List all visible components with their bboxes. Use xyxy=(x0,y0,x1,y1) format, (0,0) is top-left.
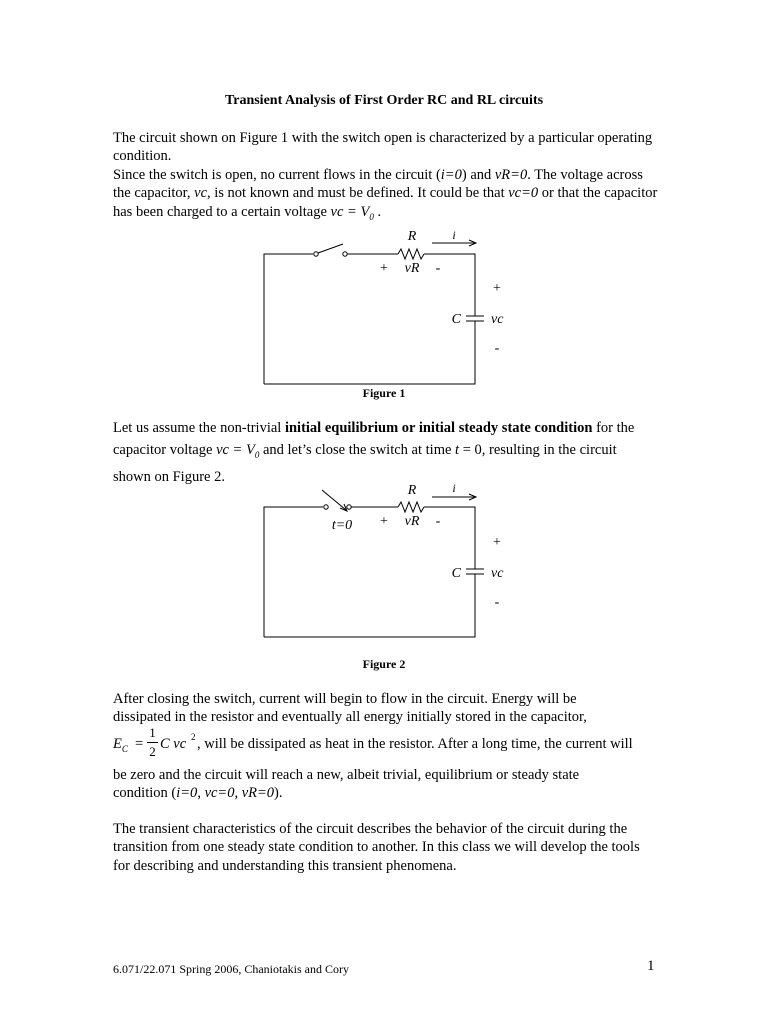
fig1-vc-minus: - xyxy=(494,341,500,356)
fig2-vc-plus: + xyxy=(493,535,501,550)
fraction-bar xyxy=(147,742,158,743)
paragraph-energy-line-1: After closing the switch, current will begin to flow in the circuit. Energy will be xyxy=(113,691,577,707)
fig2-resistor-label: R xyxy=(407,483,417,498)
fig2-capacitor-label: C xyxy=(451,566,461,581)
fig1-vr-label: vR xyxy=(404,261,420,276)
fig1-resistor-label: R xyxy=(407,229,417,244)
fig2-vc-minus: - xyxy=(494,595,500,610)
figure-2-circuit xyxy=(0,475,768,645)
fraction-numerator: 1 xyxy=(149,725,156,740)
paragraph-energy-line-5: condition (i=0, vc=0, vR=0). xyxy=(113,785,283,801)
figure-2-caption: Figure 2 xyxy=(362,657,406,671)
paragraph-initial-condition: Let us assume the non-trivial initial equilibrium or initial steady state condition for the capacitor voltage vc = $V_0$ and let’s close the switch at time t = 0, resulting in the circuit shown on Figure 2. xyxy=(113,420,635,485)
fig1-capacitor-label: C xyxy=(451,312,461,327)
paragraph-transient-description: The transient characteristics of the circuit describes the behavior of the circuit during the transition from one steady state condition to another. In this class we will develop the tools for describing and understanding this transient phenomena. xyxy=(113,821,640,874)
fig2-vr-plus: + xyxy=(380,514,388,529)
equation-vc-v0-2: vc = $V_0$ xyxy=(216,442,260,460)
intro-sentence-1: The circuit shown on Figure 1 with the switch open is characterized by a particular operating condition. xyxy=(113,130,653,165)
fig2-switch-time-label: t=0 xyxy=(331,518,353,533)
fig1-vr-plus: + xyxy=(380,261,388,276)
page-number: 1 xyxy=(647,958,655,974)
square-exponent: 2 xyxy=(191,732,196,742)
figure-1-circuit xyxy=(0,220,768,390)
fig2-vr-label: vR xyxy=(404,514,420,529)
fig2-current-label: i xyxy=(452,481,456,495)
fig1-vc-plus: + xyxy=(493,281,501,296)
equation-vc-v0: vc = $V_0$ xyxy=(330,203,374,222)
energy-equation-line: $E_C$ = 1 2 C vc 2 , will be dissipated as heat in the resistor. After a long time, the current will xyxy=(113,725,633,759)
initial-condition-term: initial equilibrium or initial steady state condition xyxy=(284,420,593,436)
energy-symbol: $E_C$ xyxy=(113,736,128,754)
page-title: Transient Analysis of First Order RC and RL circuits xyxy=(224,93,544,108)
fig2-vr-minus: - xyxy=(435,514,441,529)
fig1-current-label: i xyxy=(452,228,456,242)
fraction-denominator: 2 xyxy=(149,744,156,759)
c-vc-term: C vc xyxy=(160,736,187,752)
paragraph-energy-line-4: be zero and the circuit will reach a new, albeit trivial, equilibrium or steady state xyxy=(113,767,580,783)
fig1-vc-label: vc xyxy=(491,312,504,327)
paragraph-energy-line-2: dissipated in the resistor and eventually all energy initially stored in the capacitor, xyxy=(113,709,587,725)
paragraph-intro: The circuit shown on Figure 1 with the switch open is characterized by a particular operating condition. Since the switch is open, no current flows in the circuit (i=0) and vR=0. The voltage across the capacitor, vc, is not known and must be defined. It could be that vc=0 or that the capacitor has been charged to a certain voltage vc = $V_0$ . xyxy=(113,130,658,222)
fig1-vr-minus: - xyxy=(435,261,441,276)
footer-course-info: 6.071/22.071 Spring 2006, Chaniotakis and Cory xyxy=(113,962,349,976)
figure-1-caption: Figure 1 xyxy=(362,386,406,400)
fig2-vc-label: vc xyxy=(491,566,504,581)
